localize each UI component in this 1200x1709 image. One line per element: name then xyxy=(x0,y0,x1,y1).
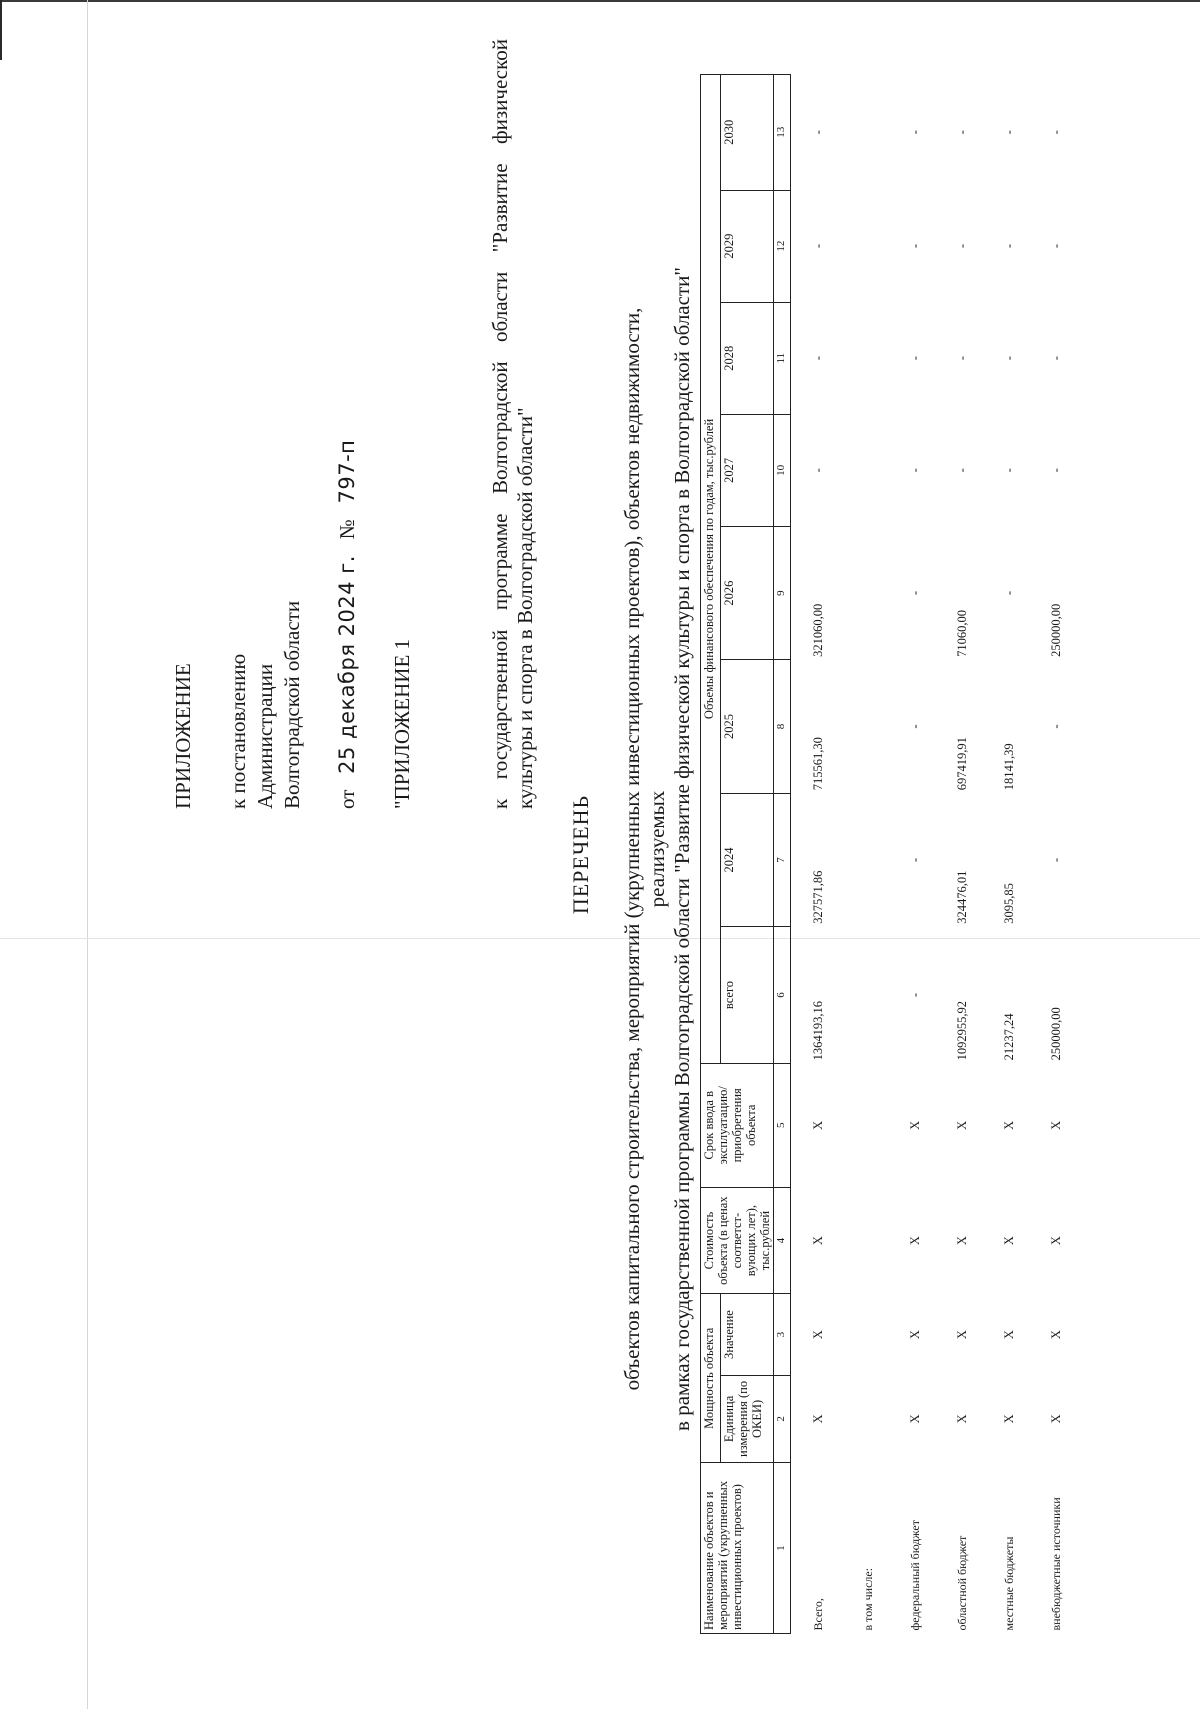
header-year-2025: 2025 xyxy=(721,660,774,793)
table-row-total xyxy=(791,75,846,1634)
cell-2026: - xyxy=(908,591,922,596)
row-name: внебюджетные источники xyxy=(1049,1497,1063,1631)
col-number: 6 xyxy=(774,927,791,1064)
cell-2028: - xyxy=(1049,356,1063,361)
subtitle-line-1: объектов капитального строительства, мероприятий (укрупненных инвестиционных проектов), объектов недвижимости, реализуемых xyxy=(620,307,669,1391)
cell-unit: X xyxy=(955,1414,969,1424)
cell-cost: X xyxy=(810,1236,825,1246)
cell-2026: 250000,00 xyxy=(1049,603,1063,657)
cell-2026: - xyxy=(1002,591,1016,596)
cell-cost: X xyxy=(1049,1236,1063,1246)
cell-2026: 71060,00 xyxy=(955,609,969,657)
cell-2028: - xyxy=(1002,356,1016,361)
cell-2029: - xyxy=(1049,244,1063,249)
row-name: областной бюджет xyxy=(955,1535,969,1631)
cell-2025: - xyxy=(1049,724,1063,729)
cell-total: - xyxy=(908,992,922,998)
column-numbers-row xyxy=(774,75,791,1634)
col-number: 11 xyxy=(774,302,791,414)
cell-value: X xyxy=(1002,1330,1016,1340)
cell-term: X xyxy=(1002,1120,1016,1130)
cell-value: X xyxy=(1049,1330,1063,1340)
number-value: 797-п xyxy=(335,439,359,504)
table-row-regional-budget xyxy=(939,75,986,1634)
cell-2027: - xyxy=(1049,468,1063,473)
col-number: 1 xyxy=(774,1463,791,1634)
cell-term: X xyxy=(908,1120,922,1130)
date-prefix: от xyxy=(335,789,359,809)
col-number: 9 xyxy=(774,526,791,659)
date-value: 25 декабря 2024 г. xyxy=(335,555,359,774)
cell-unit: X xyxy=(908,1414,922,1424)
cell-cost: X xyxy=(908,1236,922,1246)
col-number: 8 xyxy=(774,660,791,793)
row-name: в том числе: xyxy=(861,1567,875,1631)
cell-total: 1364193,16 xyxy=(810,1001,825,1061)
cell-2030: - xyxy=(810,130,825,135)
cell-value: X xyxy=(955,1330,969,1340)
cell-2024: - xyxy=(908,857,922,863)
cell-total: 250000,00 xyxy=(1049,1007,1063,1061)
row-name: местные бюджеты xyxy=(1002,1536,1016,1631)
row-name: Всего, xyxy=(810,1598,825,1631)
cell-cost xyxy=(845,1187,892,1294)
row-name: федеральный бюджет xyxy=(908,1520,922,1631)
cell-2026 xyxy=(845,526,892,659)
header-prilozhenie: ПРИЛОЖЕНИЕ xyxy=(171,663,195,809)
cell-2025: 18141,39 xyxy=(1002,743,1016,791)
col-number: 13 xyxy=(774,75,791,191)
header-funding-volumes: Объемы финансового обеспечения по годам, тыс.рублей xyxy=(701,75,721,1064)
cell-cost: X xyxy=(1002,1236,1016,1246)
cell-unit: X xyxy=(1049,1414,1063,1424)
cell-term: X xyxy=(1049,1120,1063,1130)
subtitle-line-2: в рамках государственной программы Волгоградской области "Развитие физической культуры и спорта в Волгоградской области" xyxy=(670,267,694,1431)
header-capacity: Мощность объекта xyxy=(701,1294,721,1463)
header-line-1: к постановлению xyxy=(226,653,250,809)
header-year-2024: 2024 xyxy=(721,793,774,926)
cell-2027: - xyxy=(810,468,825,473)
header-year-2030: 2030 xyxy=(721,75,774,191)
cell-value xyxy=(845,1294,892,1375)
cell-2027 xyxy=(845,414,892,526)
cell-total: 21237,24 xyxy=(1002,1013,1016,1061)
cell-cost: X xyxy=(955,1236,969,1246)
table-row-including xyxy=(845,75,892,1634)
cell-2025: 697419,91 xyxy=(955,737,969,791)
cell-value: X xyxy=(810,1330,825,1340)
cell-2028: - xyxy=(908,356,922,361)
cell-2030: - xyxy=(1049,130,1063,135)
col-number: 2 xyxy=(774,1375,791,1463)
header-total: всего xyxy=(721,927,774,1064)
col-number: 7 xyxy=(774,793,791,926)
cell-2027: - xyxy=(908,468,922,473)
cell-term: X xyxy=(955,1120,969,1130)
header-unit: Единица измерения (по ОКЕИ) xyxy=(721,1375,774,1463)
cell-term xyxy=(845,1063,892,1187)
cell-2025 xyxy=(845,660,892,793)
header-value: Значение xyxy=(721,1294,774,1375)
program-reference: к государственной программе Волгоградской области "Развитие физической культуры и спорта в Волгоградской области" xyxy=(488,39,537,809)
cell-2029 xyxy=(845,190,892,302)
header-year-2029: 2029 xyxy=(721,190,774,302)
cell-2030: - xyxy=(955,130,969,135)
header-year-2026: 2026 xyxy=(721,526,774,659)
col-number: 5 xyxy=(774,1063,791,1187)
col-number: 3 xyxy=(774,1294,791,1375)
cell-2028: - xyxy=(810,356,825,361)
cell-2024: 324476,01 xyxy=(955,870,969,924)
col-number: 10 xyxy=(774,414,791,526)
cell-2024: 327571,86 xyxy=(810,870,825,924)
appendix-1-label: "ПРИЛОЖЕНИЕ 1 xyxy=(390,638,414,809)
document-subtitle xyxy=(620,249,695,1449)
header-object-name: Наименование объектов и мероприятий (укрупненных инвестиционных проектов) xyxy=(701,1463,774,1634)
cell-2029: - xyxy=(955,244,969,249)
header-year-2028: 2028 xyxy=(721,302,774,414)
document-title: ПЕРЕЧЕНЬ xyxy=(568,794,593,915)
cell-2029: - xyxy=(908,244,922,249)
cell-total: 1092955,92 xyxy=(955,1001,969,1061)
cell-2024 xyxy=(845,793,892,926)
investment-projects-table xyxy=(700,74,1080,1634)
table-row-federal-budget xyxy=(892,75,939,1634)
cell-unit: X xyxy=(1002,1414,1016,1424)
cell-2027: - xyxy=(1002,468,1016,473)
number-prefix: № xyxy=(335,519,359,540)
cell-2025: 715561,30 xyxy=(810,737,825,791)
cell-2028: - xyxy=(955,356,969,361)
cell-2030 xyxy=(845,75,892,191)
table-row-extrabudgetary xyxy=(1033,75,1080,1634)
cell-unit xyxy=(845,1375,892,1463)
cell-unit: X xyxy=(810,1414,825,1424)
cell-2027: - xyxy=(955,468,969,473)
cell-2029: - xyxy=(810,244,825,249)
cell-value: X xyxy=(908,1330,922,1340)
cell-total xyxy=(845,927,892,1064)
table-row-local-budgets xyxy=(986,75,1033,1634)
cell-2030: - xyxy=(1002,130,1016,135)
header-commission-term: Срок ввода в эксплуатацию/ приобретения объекта xyxy=(701,1063,774,1187)
header-line-3: Волгоградской области xyxy=(280,600,304,809)
cell-2024: - xyxy=(1049,857,1063,863)
col-number: 4 xyxy=(774,1187,791,1294)
cell-2029: - xyxy=(1002,244,1016,249)
cell-2026: 321060,00 xyxy=(810,603,825,657)
header-year-2027: 2027 xyxy=(721,414,774,526)
cell-term: X xyxy=(810,1120,825,1130)
header-line-2: Администрации xyxy=(253,663,277,809)
document-header-block xyxy=(170,249,416,809)
cell-2025: - xyxy=(908,724,922,729)
col-number: 12 xyxy=(774,190,791,302)
cell-2028 xyxy=(845,302,892,414)
header-date-line xyxy=(334,249,361,809)
header-cost: Стоимость объекта (в ценах соответст- вующих лет), тыс.рублей xyxy=(701,1187,774,1294)
cell-2030: - xyxy=(908,130,922,135)
cell-2024: 3095,85 xyxy=(1002,883,1016,924)
